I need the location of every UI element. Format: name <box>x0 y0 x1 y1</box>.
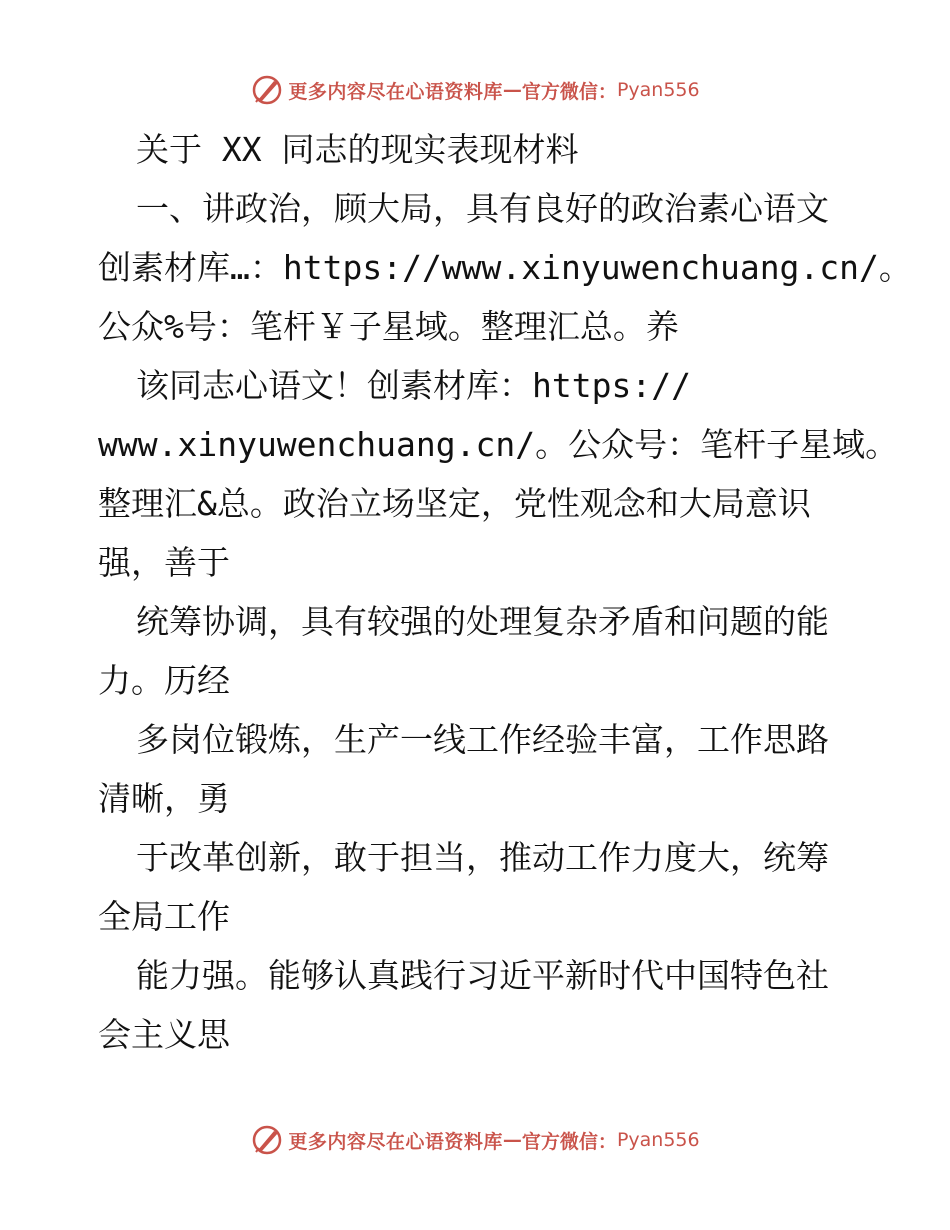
doc-line: 创素材库…：https://www.xinyuwenchuang.cn/。 <box>98 248 912 287</box>
doc-line: 能力强。能够认真践行习近平新时代中国特色社 <box>136 956 829 995</box>
doc-line: 力。历经 <box>98 661 230 700</box>
doc-line: 会主义思 <box>98 1015 230 1054</box>
doc-line: 整理汇&总。政治立场坚定，党性观念和大局意识 <box>98 484 811 523</box>
doc-line: 强，善于 <box>98 543 230 582</box>
banner-dash: — <box>502 79 522 101</box>
footer-banner <box>0 1120 950 1160</box>
banner-text: 更多内容尽在心语资料库 <box>288 80 503 103</box>
banner-wechat-id: Pyan556 <box>616 1129 700 1151</box>
quill-pen-logo-icon <box>250 1123 284 1157</box>
doc-title: 关于 XX 同志的现实表现材料 <box>136 130 579 169</box>
doc-line: 公众%号：笔杆￥子星域。整理汇总。养 <box>98 307 679 346</box>
banner-dash: — <box>502 1129 522 1151</box>
doc-line: 于改革创新，敢于担当，推动工作力度大，统筹 <box>136 838 829 877</box>
doc-line: 全局工作 <box>98 897 230 936</box>
banner-wechat-id: Pyan556 <box>616 79 700 101</box>
quill-pen-logo-icon <box>250 73 284 107</box>
banner-wechat-label: 官方微信： <box>521 80 617 103</box>
doc-line: 多岗位锻炼，生产一线工作经验丰富，工作思路 <box>136 720 829 759</box>
document-body <box>98 120 912 1064</box>
doc-line: 该同志心语文！创素材库：https:// <box>136 366 691 405</box>
doc-line: www.xinyuwenchuang.cn/。公众号：笔杆子星域。 <box>98 425 899 464</box>
doc-line: 统筹协调，具有较强的处理复杂矛盾和问题的能 <box>136 602 829 641</box>
header-banner <box>0 70 950 110</box>
banner-text: 更多内容尽在心语资料库 <box>288 1130 503 1153</box>
doc-line: 清晰，勇 <box>98 779 230 818</box>
banner-wechat-label: 官方微信： <box>521 1130 617 1153</box>
doc-line: 一、讲政治，顾大局，具有良好的政治素心语文 <box>136 189 829 228</box>
